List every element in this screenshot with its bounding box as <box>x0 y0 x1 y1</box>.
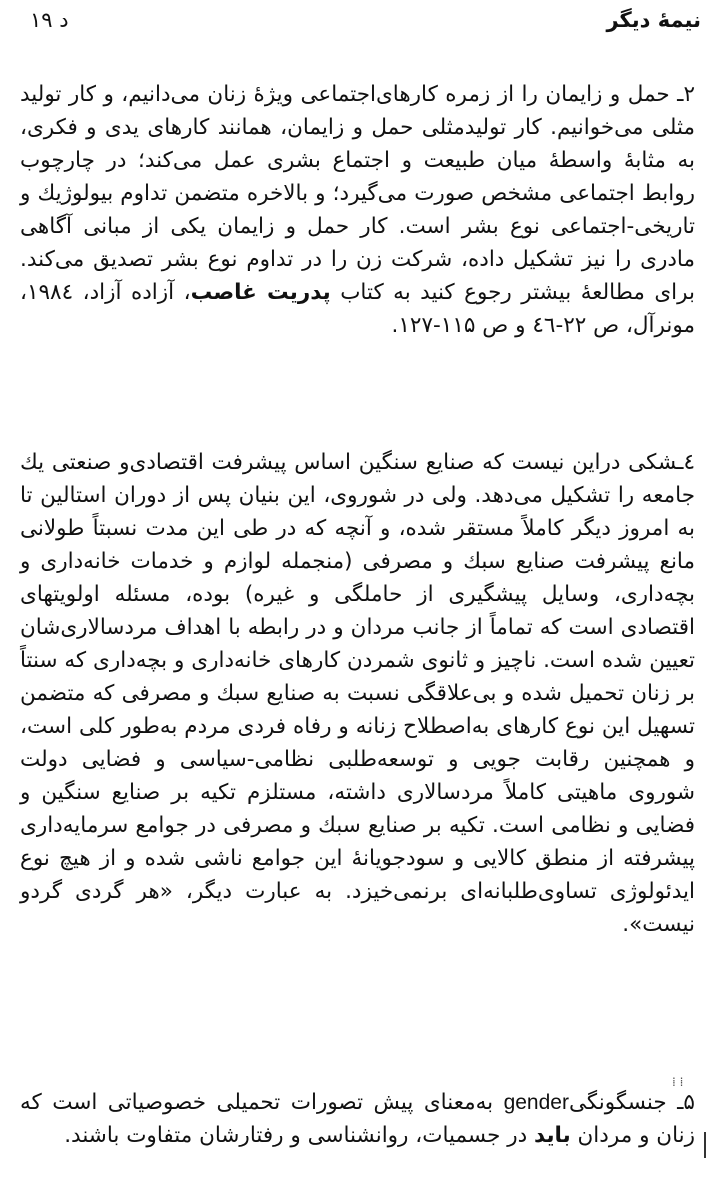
footnote-5-number: ۵ـ جنسگونگی <box>568 1090 695 1115</box>
margin-mark: ⁞ ⁞ <box>672 1075 684 1089</box>
page-number: د ۱۹ <box>30 8 69 32</box>
gender-term: gender <box>503 1091 569 1114</box>
footnote-2 <box>20 78 695 342</box>
footnote-4 <box>20 446 695 941</box>
footnote-2-citation: ، آزاده آزاد، ۱۹۸٤، مونرآل، ص ۲۲-٤٦ و ص ۱۱۵-۱۲۷. <box>20 280 695 338</box>
footnote-5-text-end: در جسمیات، روانشناسی و رفتارشان متفاوت باشند. <box>64 1123 535 1148</box>
page-header <box>30 8 701 42</box>
footnote-2-text: ۲ـ حمل و زایمان را از زمره کارهای‌اجتماعی ویژهٔ زنان می‌دانیم، و کار تولید مثلی می‌خوانیم. کار تولیدمثلی حمل و زایمان، همانند کارهای یدی و فکری، به مثابهٔ واسطهٔ میان طبیعت و اجتماع بشری عمل می‌کند؛ در چارچوب روابط اجتماعی مشخص صورت می‌گیرد؛ و بالاخره متضمن تداوم بیولوژیك و تاریخی-اجتماعی نوع بشر است. کار حمل و زایمان یکی از مبانی آگاهی مادری را نیز تشکیل داده، شرکت زن را در تداوم نوع بشر تصدیق می‌کند. برای مطالعهٔ بیشتر رجوع کنید به کتاب <box>20 82 696 305</box>
emphasis-must: باید <box>534 1123 571 1148</box>
footnote-5 <box>20 1086 695 1152</box>
footnote-5-text: به‌معنای پیش تصورات تحمیلی خصوصیاتی است که زنان و مردان <box>20 1090 695 1148</box>
margin-bar <box>704 1132 706 1158</box>
footnote-4-text: ٤ـشکی دراین نیست که صنایع سنگین اساس پیشرفت اقتصادی‌و صنعتی یك جامعه را تشکیل می‌دهد. ولی در شوروی، این بنیان پس از دوران استالین تا به امروز دیگر کاملاً مستقر شده، و آنچه که در طی این مدت نسبتاً طولانی مانع پیشرفت صنایع سبك و مصرفی (منجمله لوازم و خدمات خانه‌داری و بچه‌داری، وسایل پیشگیری از حاملگی و غیره) بوده، مسئله اولویتهای اقتصادی است که تماماً از جانب مردان و در رابطه با اهداف مردسالاری‌شان تعیین شده است. ناچیز و ثانوی شمردن کارهای خانه‌داری و بچه‌داری که سنتاً بر زنان تحمیل شده و بی‌علاقگی نسبت به صنایع سبك و مصرفی که متضمن تسهیل این نوع کارهای به‌اصطلاح زنانه و رفاه فردی مردم به‌طور کلی است، و همچنین رقابت جویی و توسعه‌طلبی نظامی-سیاسی و فضایی دولت شوروی ماهیتی کاملاً مردسالاری داشته، مستلزم تکیه بر صنایع سنگین و فضایی و نظامی است. تکیه بر صنایع سبك و مصرفی در جوامع سرمایه‌داری پیشرفته از منطق کالایی و سودجویانهٔ این جوامع ناشی شده و از هیچ نوع ایدئولوژی تساوی‌طلبانه‌ای برنمی‌خیزد. به عبارت دیگر، «هر گردی گردو نیست». <box>20 450 695 937</box>
running-title: نیمهٔ دیگر <box>606 8 701 32</box>
book-title: پدریت غاصب <box>190 280 331 305</box>
